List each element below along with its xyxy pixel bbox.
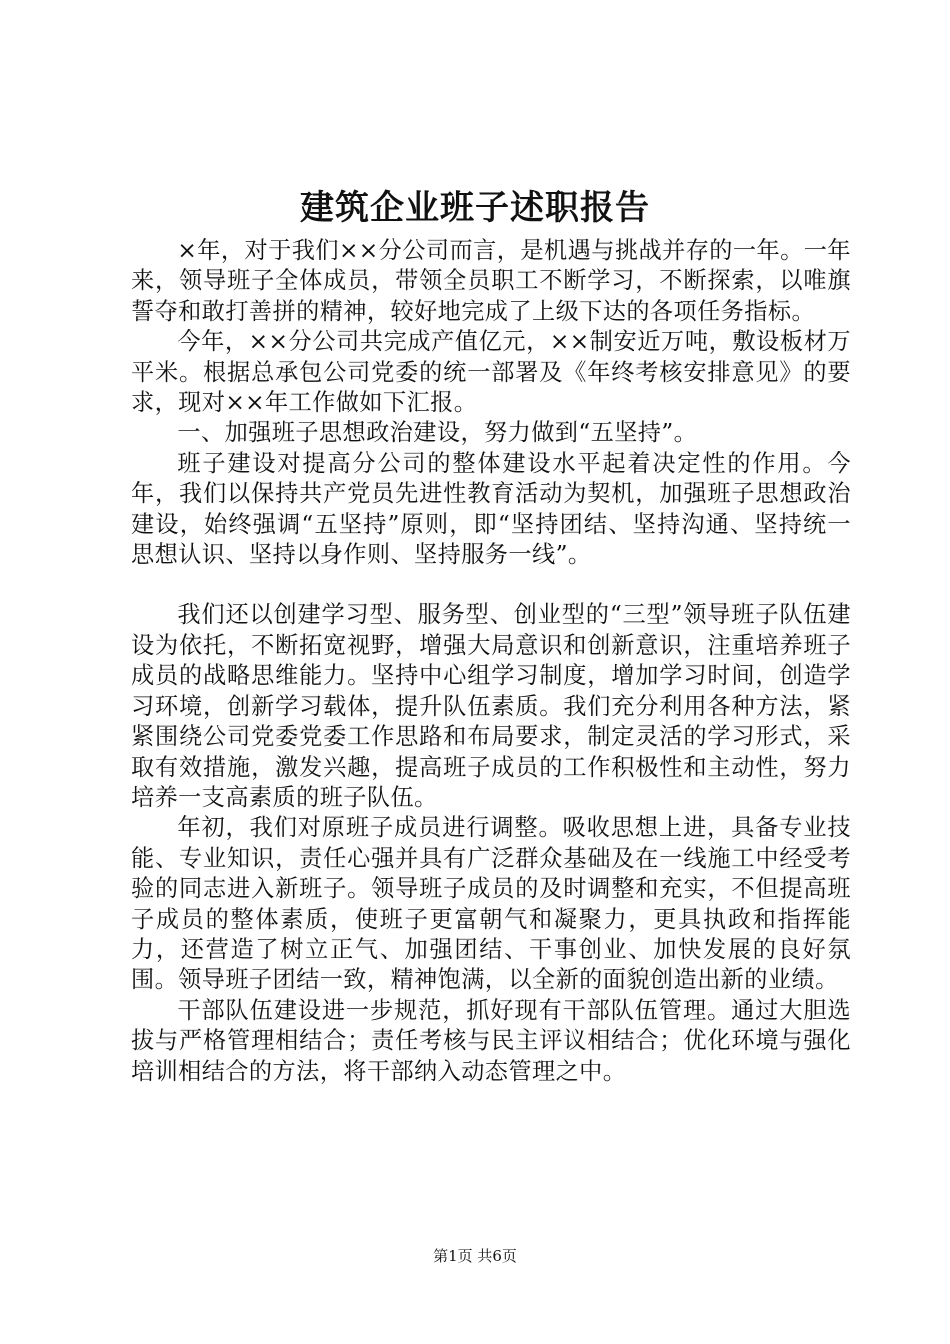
paragraph-cadre-management: 干部队伍建设进一步规范，抓好现有干部队伍管理。通过大胆选拔与严格管理相结合；责任考核与民主评议相结合；优化环境与强化培训相结合的方法，将干部纳入动态管理之中。: [131, 996, 851, 1085]
paragraph-team-building: 班子建设对提高分公司的整体建设水平起着决定性的作用。今年，我们以保持共产党员先进性教育活动为契机，加强班子思想政治建设，始终强调“五坚持”原则，即“坚持团结、坚持沟通、坚持统一思想认识、坚持以身作则、坚持服务一线”。: [131, 449, 851, 569]
page-footer: 第1页 共6页: [433, 1247, 517, 1265]
paragraph-adjustment: 年初，我们对原班子成员进行调整。吸收思想上进，具备专业技能、专业知识，责任心强并具有广泛群众基础及在一线施工中经受考验的同志进入新班子。领导班子成员的及时调整和充实，不但提高班子成员的整体素质，使班子更富朝气和凝聚力，更具执政和指挥能力，还营造了树立正气、加强团结、干事创业、加快发展的良好氛围。领导班子团结一致，精神饱满，以全新的面貌创造出新的业绩。: [131, 814, 851, 994]
paragraph-intro: ×年，对于我们××分公司而言，是机遇与挑战并存的一年。一年来，领导班子全体成员，带领全员职工不断学习，不断探索，以唯旗誓夺和敢打善拼的精神，较好地完成了上级下达的各项任务指标。: [131, 237, 851, 325]
section-heading-1: 一、加强班子思想政治建设，努力做到“五坚持”。: [177, 419, 698, 447]
document-body: [131, 236, 851, 1087]
document-title: 建筑企业班子述职报告: [300, 188, 650, 228]
paragraph-summary: 今年，××分公司共完成产值亿元，××制安近万吨，敷设板材万平米。根据总承包公司党委的统一部署及《年终考核安排意见》的要求，现对××年工作做如下汇报。: [131, 328, 851, 417]
paragraph-learning: 我们还以创建学习型、服务型、创业型的“三型”领导班子队伍建设为依托，不断拓宽视野，增强大局意识和创新意识，注重培养班子成员的战略思维能力。坚持中心组学习制度，增加学习时间，创造学习环境，创新学习载体，提升队伍素质。我们充分利用各种方法，紧紧围绕公司党委党委工作思路和布局要求，制定灵活的学习形式，采取有效措施，激发兴趣，提高班子成员的工作积极性和主动性，努力培养一支高素质的班子队伍。: [131, 601, 851, 811]
